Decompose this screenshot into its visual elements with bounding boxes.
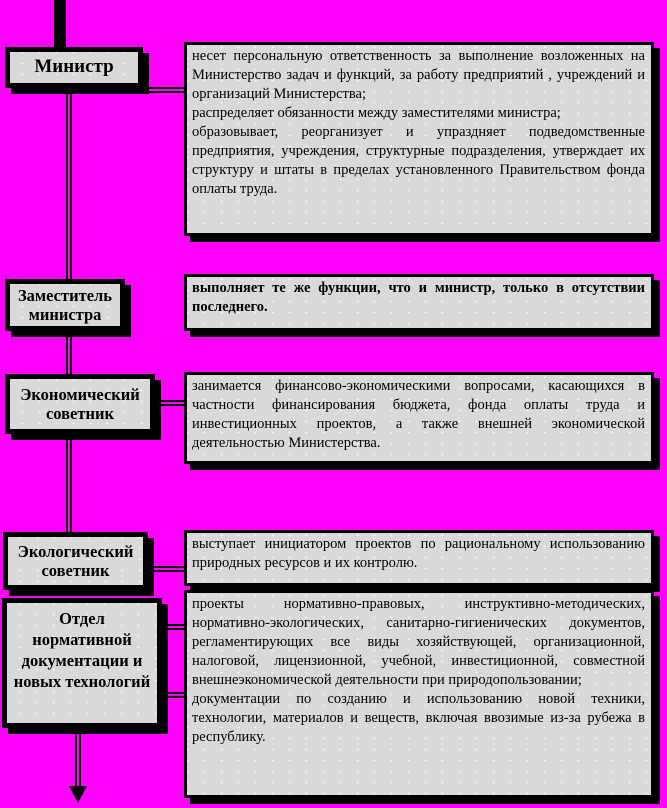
desc-paragraph: выполняет те же функции, что и министр, только в отсутствии последнего. <box>192 280 645 315</box>
bottom-vertical-connector <box>75 732 81 788</box>
desc-paragraph: документации по созданию и использованию новой техники, технологии, материалов и веществ, включая ввозимые из-за рубежа в республику. <box>192 691 645 745</box>
org-box-deputy-minister <box>5 279 125 331</box>
connector-ecological-adviser <box>142 566 190 572</box>
connector-minister <box>138 87 188 93</box>
org-box-ecological-adviser-label: Экологический советник <box>17 541 134 580</box>
desc-paragraph: занимается финансово-экономическими вопросами, касающихся в частности финансирования бюджета, фонда оплаты труда и инвестиционных проектов, а также внешней экономической деятельностью Министерства. <box>192 378 645 451</box>
org-box-ecological-adviser <box>3 532 148 590</box>
org-box-minister <box>5 47 143 88</box>
desc-paragraph: образовывает, реорганизует и упраздняет подведомственные предприятия, учреждения, структурные подразделения, утверждает их структуру и штаты в пределах установленного Правительством фонда оплаты труда. <box>192 124 645 197</box>
arrow-down-icon <box>69 786 87 803</box>
org-box-normative-department <box>2 598 162 728</box>
org-box-economic-adviser-label: Экономический советник <box>20 384 140 423</box>
desc-block-economic-adviser <box>184 372 654 464</box>
desc-paragraph: проекты нормативно-правовых, инструктивно-методических, нормативно-экологических, санитарно-гигиенических документов, регламентирующих все виды хозяйствующей, организационной, налоговой, лицензионной, учебной, инвестиционной, совместной внешнеэкономической деятельности при природопользовании; <box>192 596 645 688</box>
org-box-deputy-minister-label: Заместитель министра <box>17 285 113 324</box>
org-box-minister-label: Министр <box>34 56 114 78</box>
top-connector-line <box>54 0 66 50</box>
desc-paragraph: распределяет обязанности между заместителями министра; <box>192 105 561 121</box>
org-box-economic-adviser <box>5 374 155 434</box>
desc-paragraph: несет персональную ответственность за выполнение возложенных на Министерство задач и функций, за работу предприятий , учреждений и организаций Министерства; <box>192 48 645 102</box>
desc-block-ecological-adviser <box>184 530 654 586</box>
desc-paragraph: выступает инициатором проектов по рациональному использованию природных ресурсов и их контролю. <box>192 536 645 571</box>
desc-block-deputy-minister <box>184 274 654 331</box>
desc-block-minister <box>184 42 654 236</box>
org-box-normative-department-label: Отдел нормативной документации и новых технологий <box>13 609 151 692</box>
desc-block-normative-department <box>184 590 654 798</box>
